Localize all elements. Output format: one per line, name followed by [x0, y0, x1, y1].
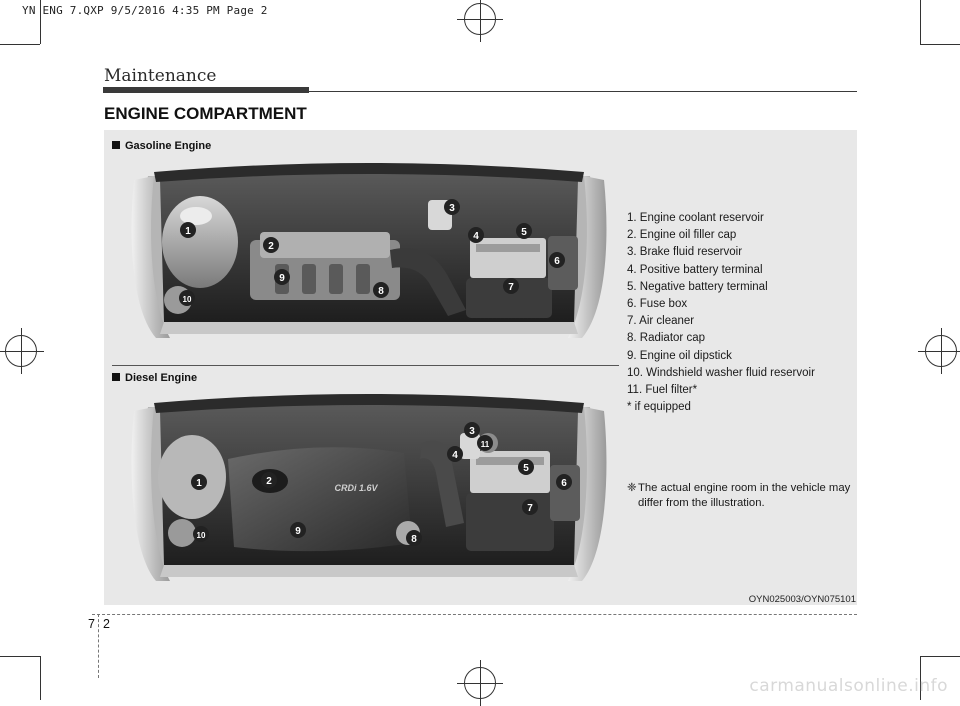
legend-item: 4. Positive battery terminal: [627, 263, 763, 276]
callout-1: [180, 222, 196, 238]
note-text: The actual engine room in the vehicle may differ from the illustration.: [638, 482, 851, 509]
legend-item: 6. Fuse box: [627, 298, 688, 311]
svg-text:4: 4: [452, 450, 458, 461]
callout-8: [406, 530, 422, 546]
registration-mark: [5, 335, 37, 367]
gasoline-engine-label-text: Gasoline Engine: [125, 140, 212, 152]
page-number: 2: [103, 617, 110, 631]
legend-item: 11. Fuel filter*: [627, 384, 698, 397]
diesel-engine-illustration: [130, 393, 608, 583]
callout-4: [447, 446, 463, 462]
legend-item: 10. Windshield washer fluid reservoir: [627, 366, 815, 379]
svg-text:3: 3: [469, 426, 475, 437]
svg-text:2: 2: [268, 241, 274, 252]
callout-2: [263, 237, 279, 253]
diesel-engine-label-text: Diesel Engine: [125, 372, 198, 384]
gasoline-engine-illustration: [130, 160, 608, 340]
diesel-engine-label: [112, 372, 197, 384]
watermark: carmanualsonline.info: [749, 676, 948, 696]
engine-cover-logo: CRDi 1.6V: [334, 483, 378, 493]
gasoline-engine-drawing: [130, 160, 608, 340]
svg-text:4: 4: [473, 231, 479, 242]
legend-item: 8. Radiator cap: [627, 332, 705, 345]
svg-text:6: 6: [554, 256, 560, 267]
callout-3: [464, 422, 480, 438]
legend-footnote: * if equipped: [627, 401, 691, 414]
svg-text:3: 3: [449, 203, 455, 214]
callout-10: [193, 526, 209, 542]
gasoline-engine-label: [112, 140, 211, 152]
svg-text:9: 9: [279, 273, 285, 284]
figure-code: OYN025003/OYN075101: [748, 594, 856, 605]
legend-item: 7. Air cleaner: [627, 315, 695, 328]
component-legend: [627, 210, 855, 416]
crop-mark: [920, 656, 960, 657]
bullet-square-icon: [112, 141, 120, 149]
legend-item: 2. Engine oil filler cap: [627, 229, 737, 242]
svg-text:7: 7: [527, 503, 533, 514]
svg-text:6: 6: [561, 478, 567, 489]
svg-text:5: 5: [523, 463, 529, 474]
legend-item: 3. Brake fluid reservoir: [627, 246, 743, 259]
crop-mark: [920, 44, 960, 45]
callout-11: [477, 435, 493, 451]
legend-item: 1. Engine coolant reservoir: [627, 212, 764, 224]
print-slug: YN ENG 7.QXP 9/5/2016 4:35 PM Page 2: [22, 4, 268, 17]
callout-5: [516, 223, 532, 239]
callout-6: [549, 252, 565, 268]
callout-10: [179, 290, 195, 306]
section-title: Maintenance: [104, 66, 217, 86]
bullet-square-icon: [112, 373, 120, 381]
callout-4: [468, 227, 484, 243]
callout-1: [191, 474, 207, 490]
callout-8: [373, 282, 389, 298]
svg-text:2: 2: [266, 476, 272, 487]
footer-divider: [98, 614, 99, 678]
registration-mark: [464, 667, 496, 699]
svg-text:10: 10: [182, 295, 192, 304]
svg-text:1: 1: [185, 226, 191, 237]
crop-mark: [40, 656, 41, 700]
page-title: ENGINE COMPARTMENT: [104, 104, 307, 123]
crop-mark: [0, 44, 40, 45]
svg-text:8: 8: [411, 534, 417, 545]
callout-3: [444, 199, 460, 215]
section-title-bar: [103, 87, 309, 93]
callout-2: [261, 472, 277, 488]
crop-mark: [920, 0, 921, 44]
svg-text:5: 5: [521, 227, 527, 238]
callout-7: [522, 499, 538, 515]
note-asterisk-icon: ❈: [627, 482, 637, 494]
svg-text:11: 11: [480, 440, 490, 449]
callout-9: [274, 269, 290, 285]
section-title-rule: [309, 91, 857, 92]
callout-9: [290, 522, 306, 538]
callout-7: [503, 278, 519, 294]
registration-mark: [464, 3, 496, 35]
figure-divider: [112, 365, 619, 366]
illustration-note: [627, 481, 853, 511]
callout-6: [556, 474, 572, 490]
legend-item: 9. Engine oil dipstick: [627, 349, 732, 362]
svg-text:1: 1: [196, 478, 202, 489]
diesel-engine-drawing: [130, 393, 608, 583]
legend-item: 5. Negative battery terminal: [627, 280, 768, 293]
registration-mark: [925, 335, 957, 367]
crop-mark: [0, 656, 40, 657]
callout-5: [518, 459, 534, 475]
svg-text:10: 10: [196, 531, 206, 540]
svg-text:8: 8: [378, 286, 384, 297]
chapter-number: 7: [88, 617, 95, 631]
footer-rule: [92, 614, 857, 615]
svg-text:9: 9: [295, 526, 301, 537]
svg-text:7: 7: [508, 282, 514, 293]
